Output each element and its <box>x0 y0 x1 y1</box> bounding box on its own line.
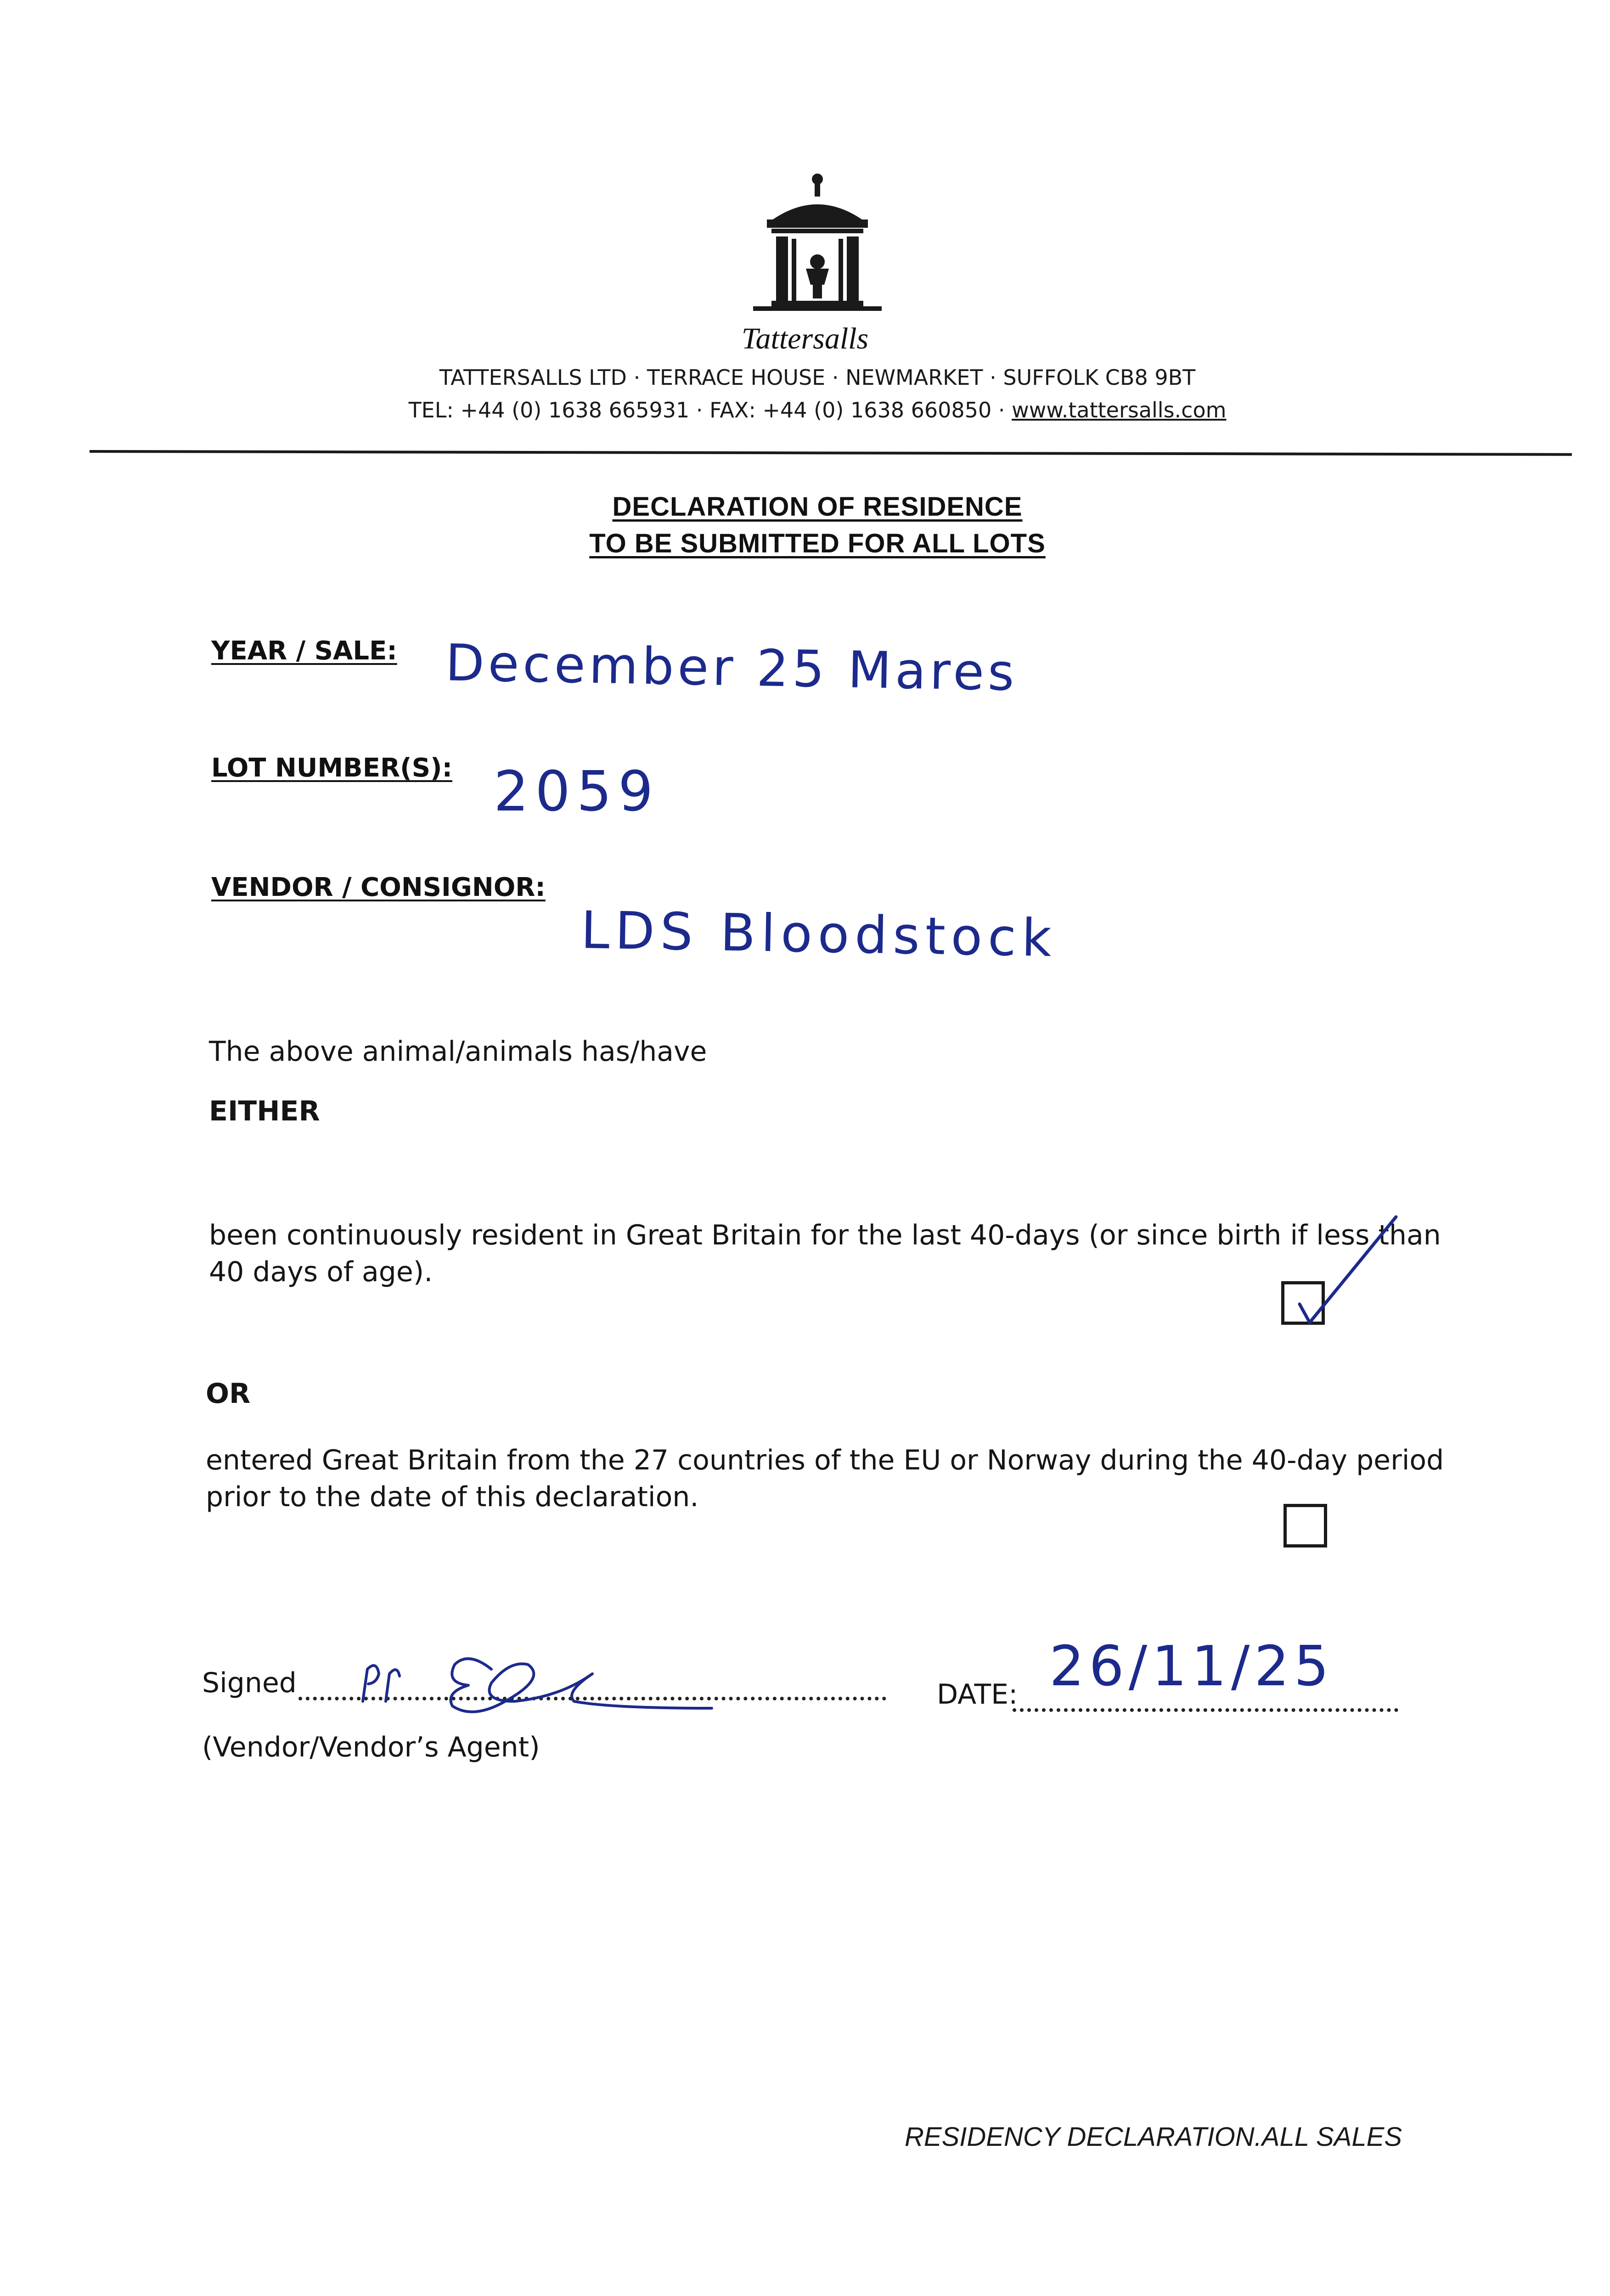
lot-numbers-label: LOT NUMBER(S): <box>211 753 453 783</box>
date-line <box>1013 1708 1398 1712</box>
option-eu-entry-checkbox[interactable] <box>1283 1504 1327 1548</box>
vendor-consignor-field[interactable]: LDS Bloodstock <box>580 900 1058 969</box>
option-continuous-residence-text: been continuously resident in Great Britain for the last 40-days (or since birth if less than 40 days of age). <box>209 1219 1441 1288</box>
date-label: DATE: <box>937 1678 1018 1711</box>
signed-label: Signed <box>202 1667 297 1699</box>
year-sale-field[interactable]: December 25 Mares <box>445 633 1019 702</box>
declaration-intro: The above animal/animals has/have <box>209 1035 707 1068</box>
checkmark-icon <box>1281 1212 1401 1327</box>
company-contact <box>0 398 1610 422</box>
document-title: DECLARATION OF RESIDENCE <box>612 492 1023 522</box>
header-divider <box>90 450 1572 456</box>
pavilion-logo-icon <box>744 170 891 324</box>
handwritten-signature[interactable] <box>354 1632 721 1720</box>
contact-numbers: TEL: +44 (0) 1638 665931 · FAX: +44 (0) 1638 660850 · <box>408 398 1012 422</box>
website-link[interactable]: www.tattersalls.com <box>1012 398 1227 422</box>
document-subtitle: TO BE SUBMITTED FOR ALL LOTS <box>589 529 1046 558</box>
signer-role: (Vendor/Vendor’s Agent) <box>202 1731 540 1763</box>
year-sale-label: YEAR / SALE: <box>211 636 397 666</box>
either-label: EITHER <box>209 1095 320 1127</box>
footer-form-reference: RESIDENCY DECLARATION.ALL SALES <box>905 2122 1402 2152</box>
or-label: OR <box>206 1378 251 1410</box>
brand-name: Tattersalls <box>741 322 869 355</box>
company-address: TATTERSALLS LTD · TERRACE HOUSE · NEWMARKET · SUFFOLK CB8 9BT <box>439 365 1196 390</box>
lot-numbers-field[interactable]: 2059 <box>494 760 660 824</box>
option-eu-entry-text: entered Great Britain from the 27 countries of the EU or Norway during the 40-day period prior to the date of this declaration. <box>206 1444 1444 1513</box>
date-field[interactable]: 26/11/25 <box>1049 1635 1334 1699</box>
vendor-consignor-label: VENDOR / CONSIGNOR: <box>211 872 546 902</box>
